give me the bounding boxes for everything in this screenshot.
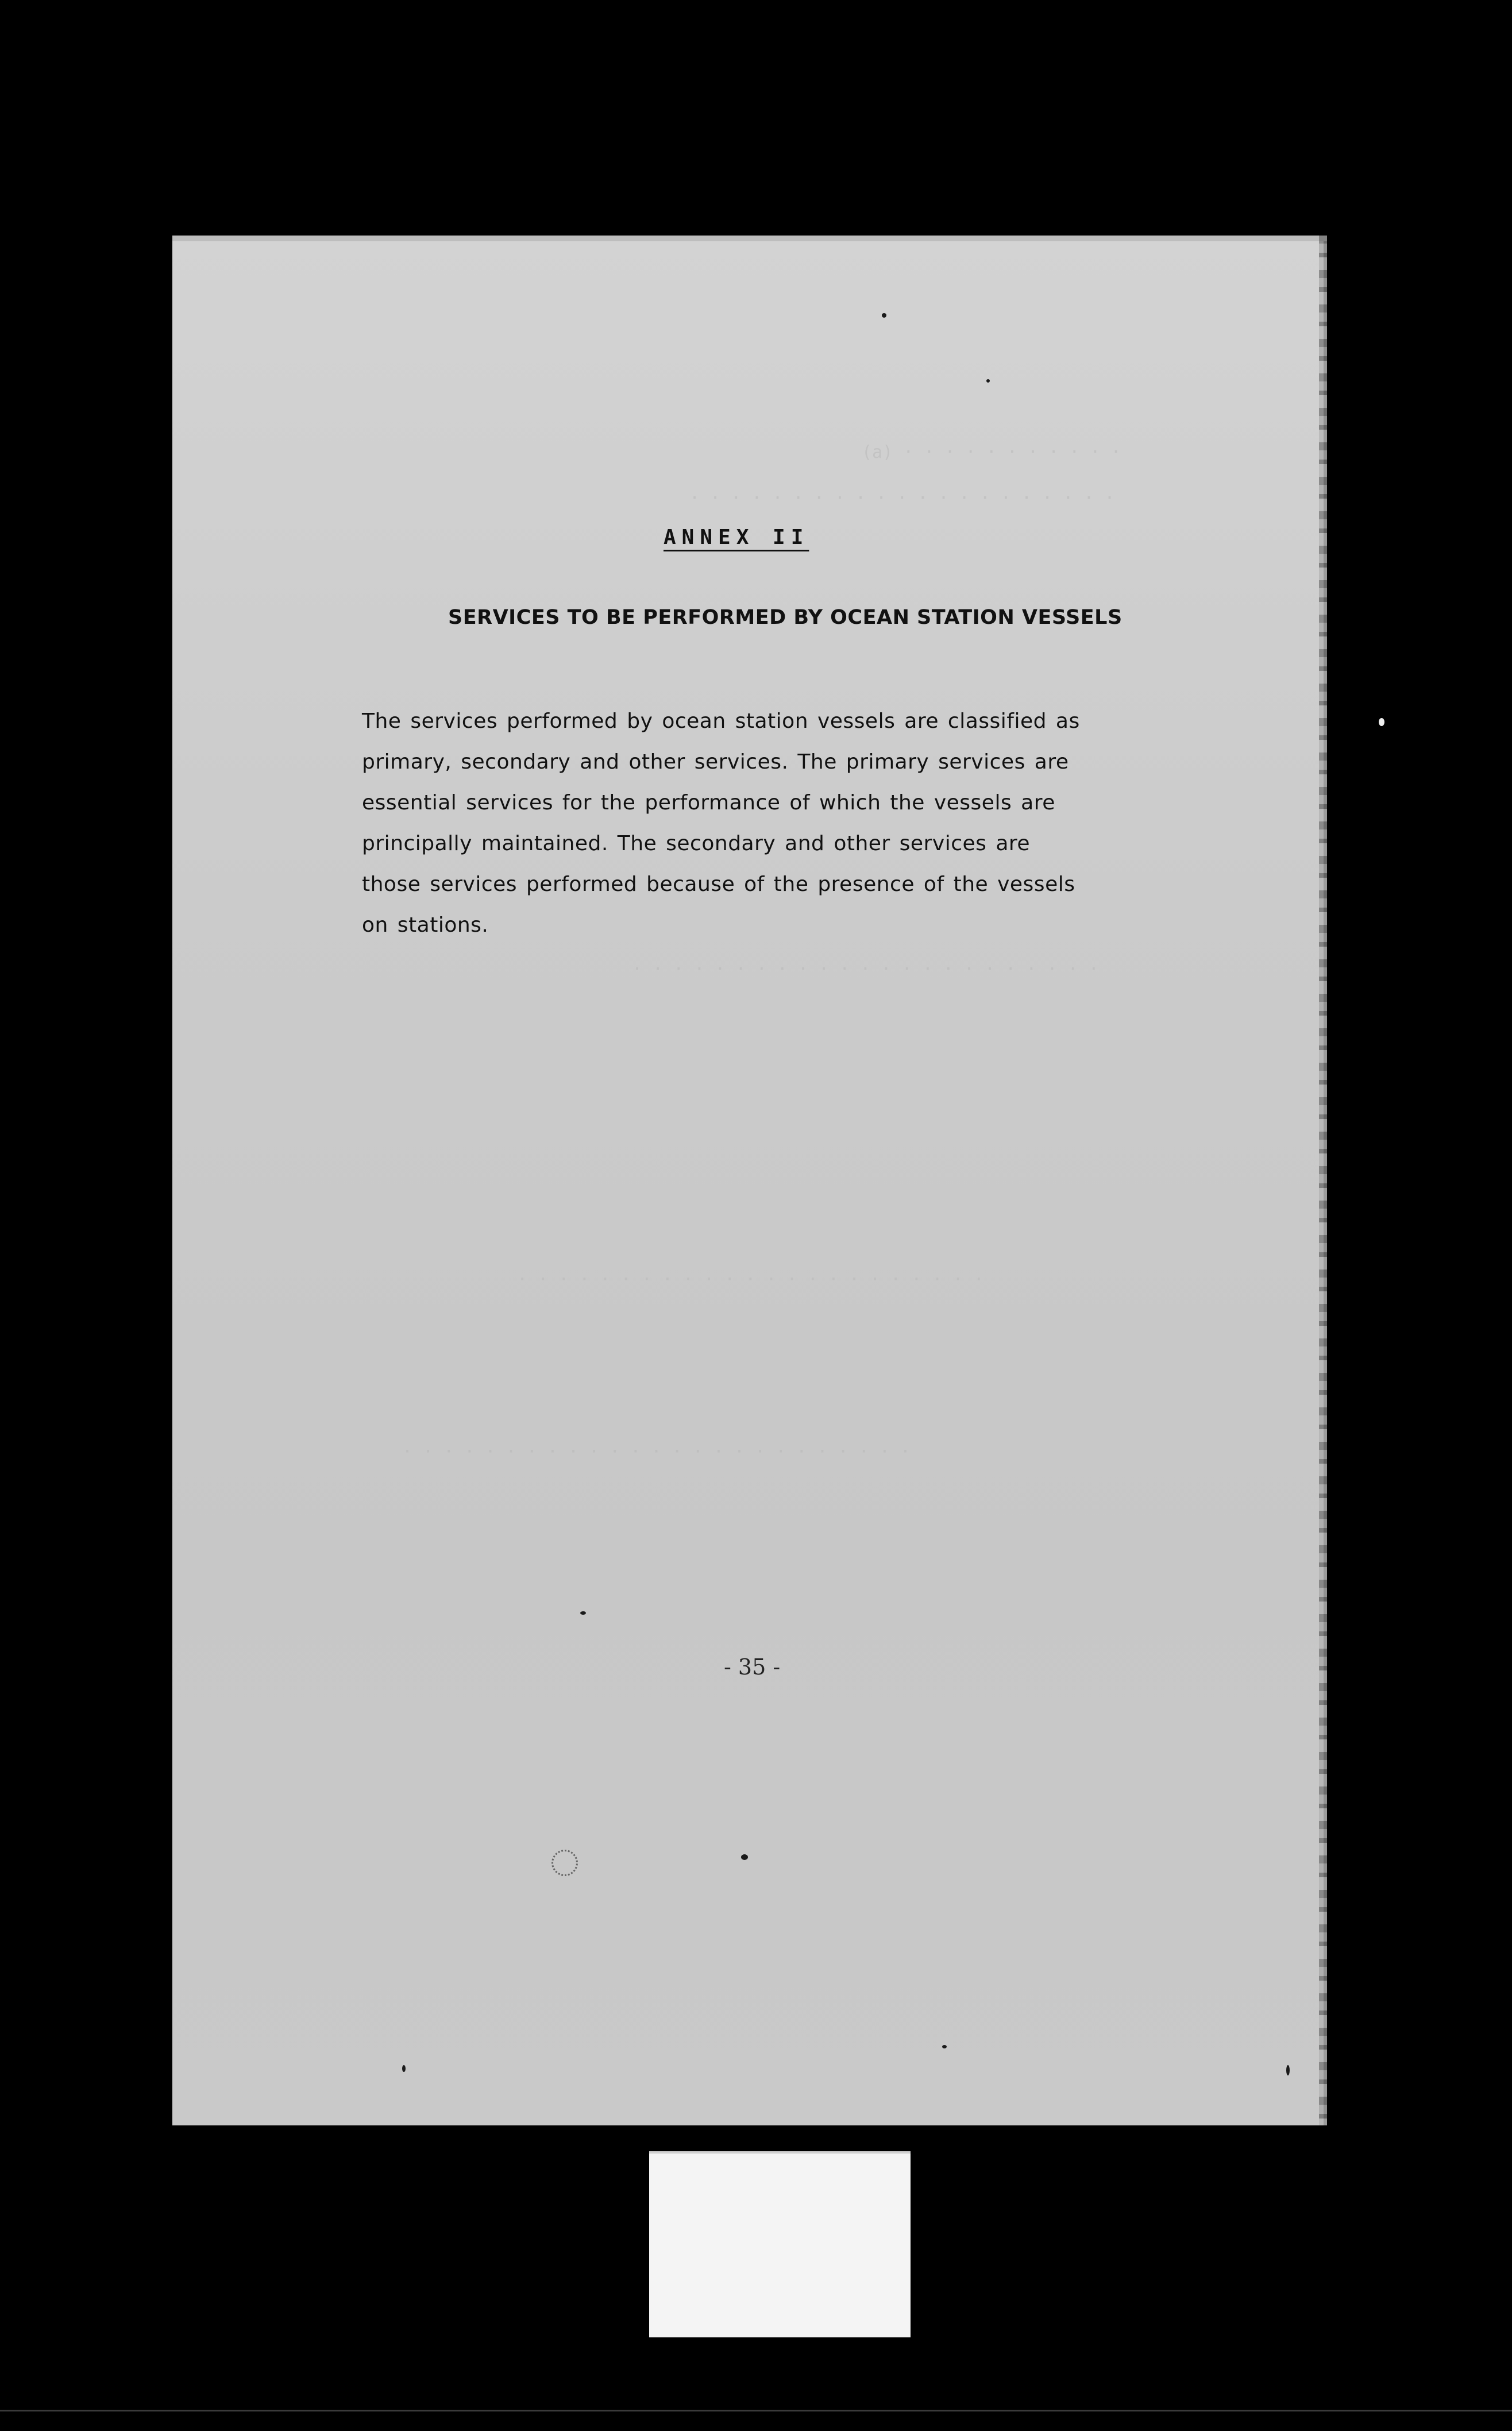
- page-top-edge: [172, 236, 1327, 241]
- bleed-through-text: · · · · · · · · · · · · · · · · · · · · · · ·: [517, 1269, 984, 1290]
- scan-speck: [942, 2045, 947, 2048]
- scan-speck: [551, 1850, 578, 1876]
- annex-title: ANNEX II: [664, 526, 809, 549]
- bleed-through-text: · · · · · · · · · · · · · · · · · · · · · · · · ·: [402, 1442, 911, 1462]
- scan-speck: [580, 1611, 586, 1615]
- page-number: - 35 -: [724, 1654, 781, 1680]
- label-card: [649, 2151, 911, 2337]
- body-line: on stations.: [362, 913, 489, 937]
- body-line: essential services for the performance of which the vessels are: [362, 791, 1055, 815]
- scan-speck: [741, 1854, 748, 1860]
- body-line: The services performed by ocean station vessels are classified as: [362, 709, 1080, 733]
- scan-speck: [882, 313, 886, 318]
- bleed-through-text: · · · · · · · · · · · · · · · · · · · · · · ·: [632, 959, 1099, 979]
- bleed-through-text: · · · · · · · · · · · · · · · · · · · · ·: [689, 488, 1115, 508]
- bleed-through-text: (a) · · · · · · · · · · ·: [862, 442, 1121, 462]
- scan-speck: [1379, 718, 1384, 726]
- body-line: primary, secondary and other services. The primary services are: [362, 750, 1069, 774]
- bottom-rule: [0, 2410, 1512, 2411]
- page-right-edge: [1319, 236, 1327, 2125]
- body-line: those services performed because of the presence of the vessels: [362, 873, 1075, 896]
- body-line: principally maintained. The secondary and other services are: [362, 832, 1031, 855]
- document-page: [172, 236, 1327, 2125]
- scan-speck: [402, 2065, 406, 2072]
- scan-speck: [986, 379, 990, 383]
- scan-speck: [1286, 2065, 1290, 2075]
- body-paragraph: [362, 701, 1149, 946]
- services-title: SERVICES TO BE PERFORMED BY OCEAN STATION VESSELS: [448, 606, 1123, 629]
